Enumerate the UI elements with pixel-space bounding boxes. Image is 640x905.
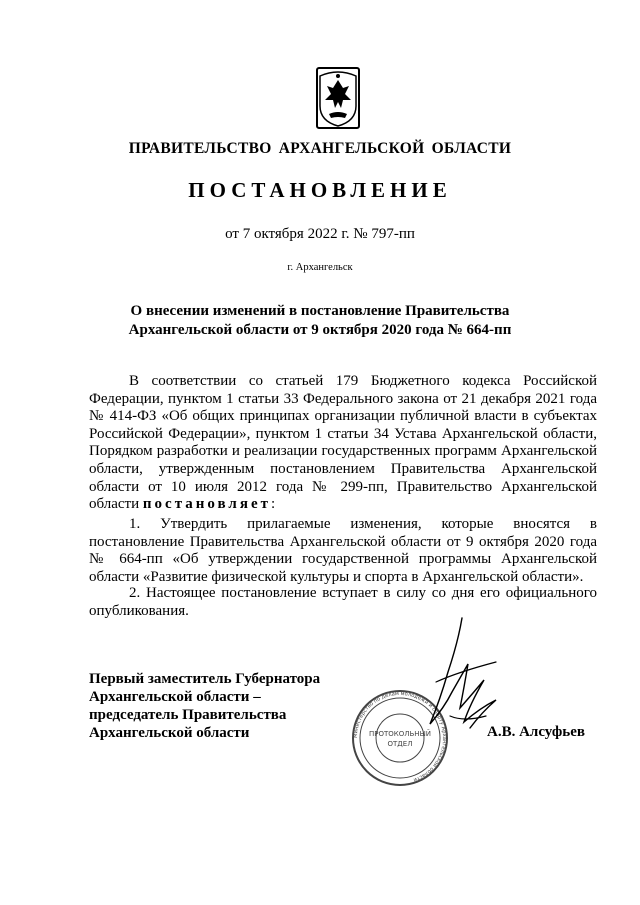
seal-center-text-1: ПРОТОКОЛЬНЫЙ	[368, 730, 432, 738]
seal-center-text-2: ОТДЕЛ	[387, 740, 413, 748]
intro-text: В соответствии со статьей 179 Бюджетного кодекса Российской Федерации, пунктом 1 статьи 33 Федерального закона от 21 декабря 2021 года № 414-ФЗ «Об общих принципах организации публичной власти в субъектах Российской Федерации», пунктом 1 статьи 34 Устава Архангельской области, Порядком разработки и реализации государственных программ Архангельской области, утвержденным постановлением Правительства Архангельской области от 10 июля 2012 года № 299-пп, Правительство Архангельской области	[89, 373, 597, 513]
item-2-paragraph: 2. Настоящее постановление вступает в силу со дня его официального опубликования.	[89, 585, 597, 619]
item-1-paragraph: 1. Утвердить прилагаемые изменения, которые вносятся в постановление Правительства Архангельской области от 9 октября 2020 года № 664-пп «Об утверждении государственной программы Архангельской области «Развитие физической культуры и спорта в Архангельской области».	[89, 516, 597, 585]
position-line-2: Архангельской области –	[89, 689, 261, 705]
handwritten-signature	[400, 612, 510, 742]
government-title: ПРАВИТЕЛЬСТВО АРХАНГЕЛЬСКОЙ ОБЛАСТИ	[128, 140, 512, 157]
document-subject	[0, 302, 640, 340]
position-line-3: председатель Правительства	[89, 707, 287, 723]
subject-line-2: Архангельской области от 9 октября 2020 года № 664-пп	[128, 322, 512, 338]
document-date-number: от 7 октября 2022 г. № 797-пп	[225, 226, 415, 242]
signer-name: А.В. Алсуфьев	[487, 724, 585, 740]
position-line-1: Первый заместитель Губернатора	[89, 671, 321, 687]
resolves-word: постановляет	[142, 496, 271, 513]
subject-line-1: О внесении изменений в постановление Правительства	[130, 303, 510, 319]
position-line-4: Архангельской области	[89, 725, 250, 741]
seal-ring-text: Министерство по делам молодежи и спорту Архангельской области	[352, 690, 448, 783]
document-type: ПОСТАНОВЛЕНИЕ	[188, 178, 452, 202]
coat-of-arms-icon	[315, 66, 361, 130]
resolves-suffix: :	[271, 496, 276, 513]
signer-position	[89, 670, 320, 742]
document-city: г. Архангельск	[287, 262, 353, 273]
intro-paragraph	[89, 373, 597, 514]
